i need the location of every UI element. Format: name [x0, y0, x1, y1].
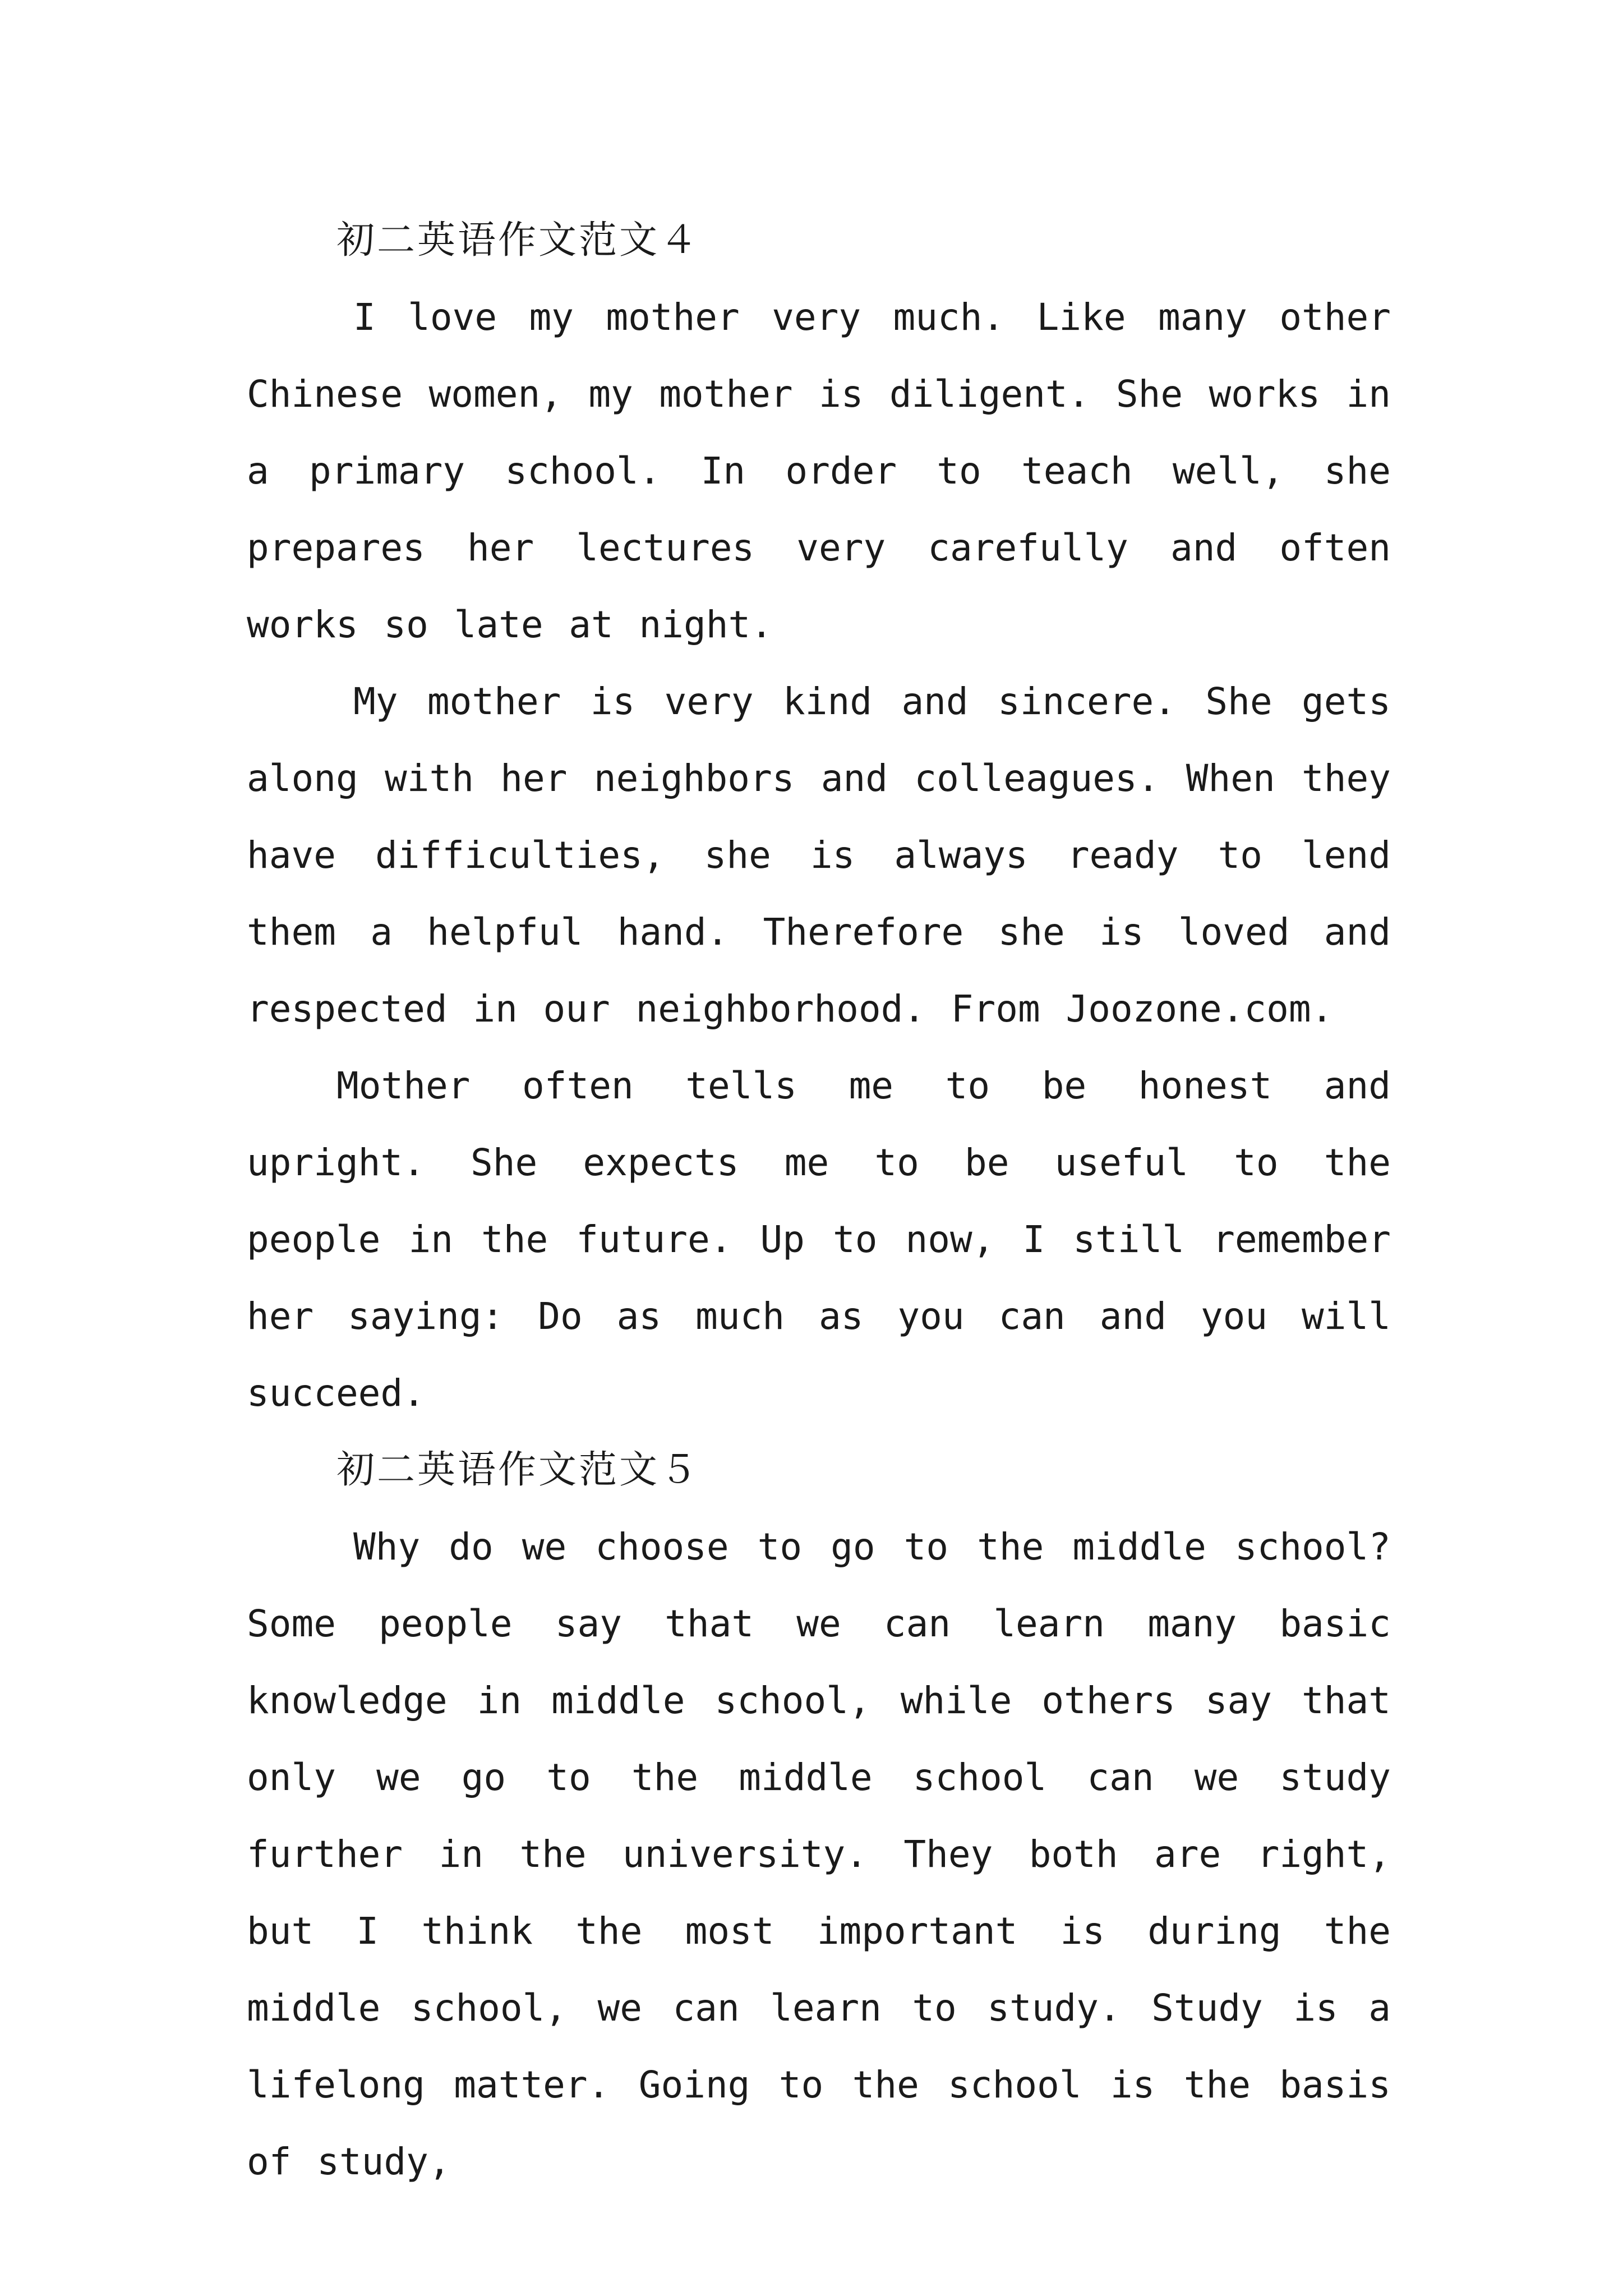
paragraph: My mother is very kind and sincere. She gets along with her neighbors and colleagues. When they have difficulties, she is always ready to lend them a helpful hand. Therefore she is loved and respected in our neighborhood. From Joozone.com. — [247, 680, 1391, 1030]
section-heading: 初二英语作文范文４ — [336, 218, 700, 263]
paragraph: Why do we choose to go to the middle school? Some people say that we can learn many basic knowledge in middle school, while others say that only we go to the middle school can we study further in the university. They both are right, but I think the most important is during the middle school, we can learn to study. Study is a lifelong matter. Going to the school is the basis of study, — [247, 1525, 1391, 2183]
document-body — [247, 202, 1391, 2200]
paragraph: Mother often tells me to be honest and upright. She expects me to be useful to the people in the future. Up to now, I still remember her saying: Do as much as you can and you will succeed. — [247, 1064, 1391, 1415]
paragraph: I love my mother very much. Like many other Chinese women, my mother is diligent. She works in a primary school. In order to teach well, she prepares her lectures very carefully and often works so late at night. — [247, 296, 1391, 646]
section-heading: 初二英语作文范文５ — [336, 1448, 700, 1492]
